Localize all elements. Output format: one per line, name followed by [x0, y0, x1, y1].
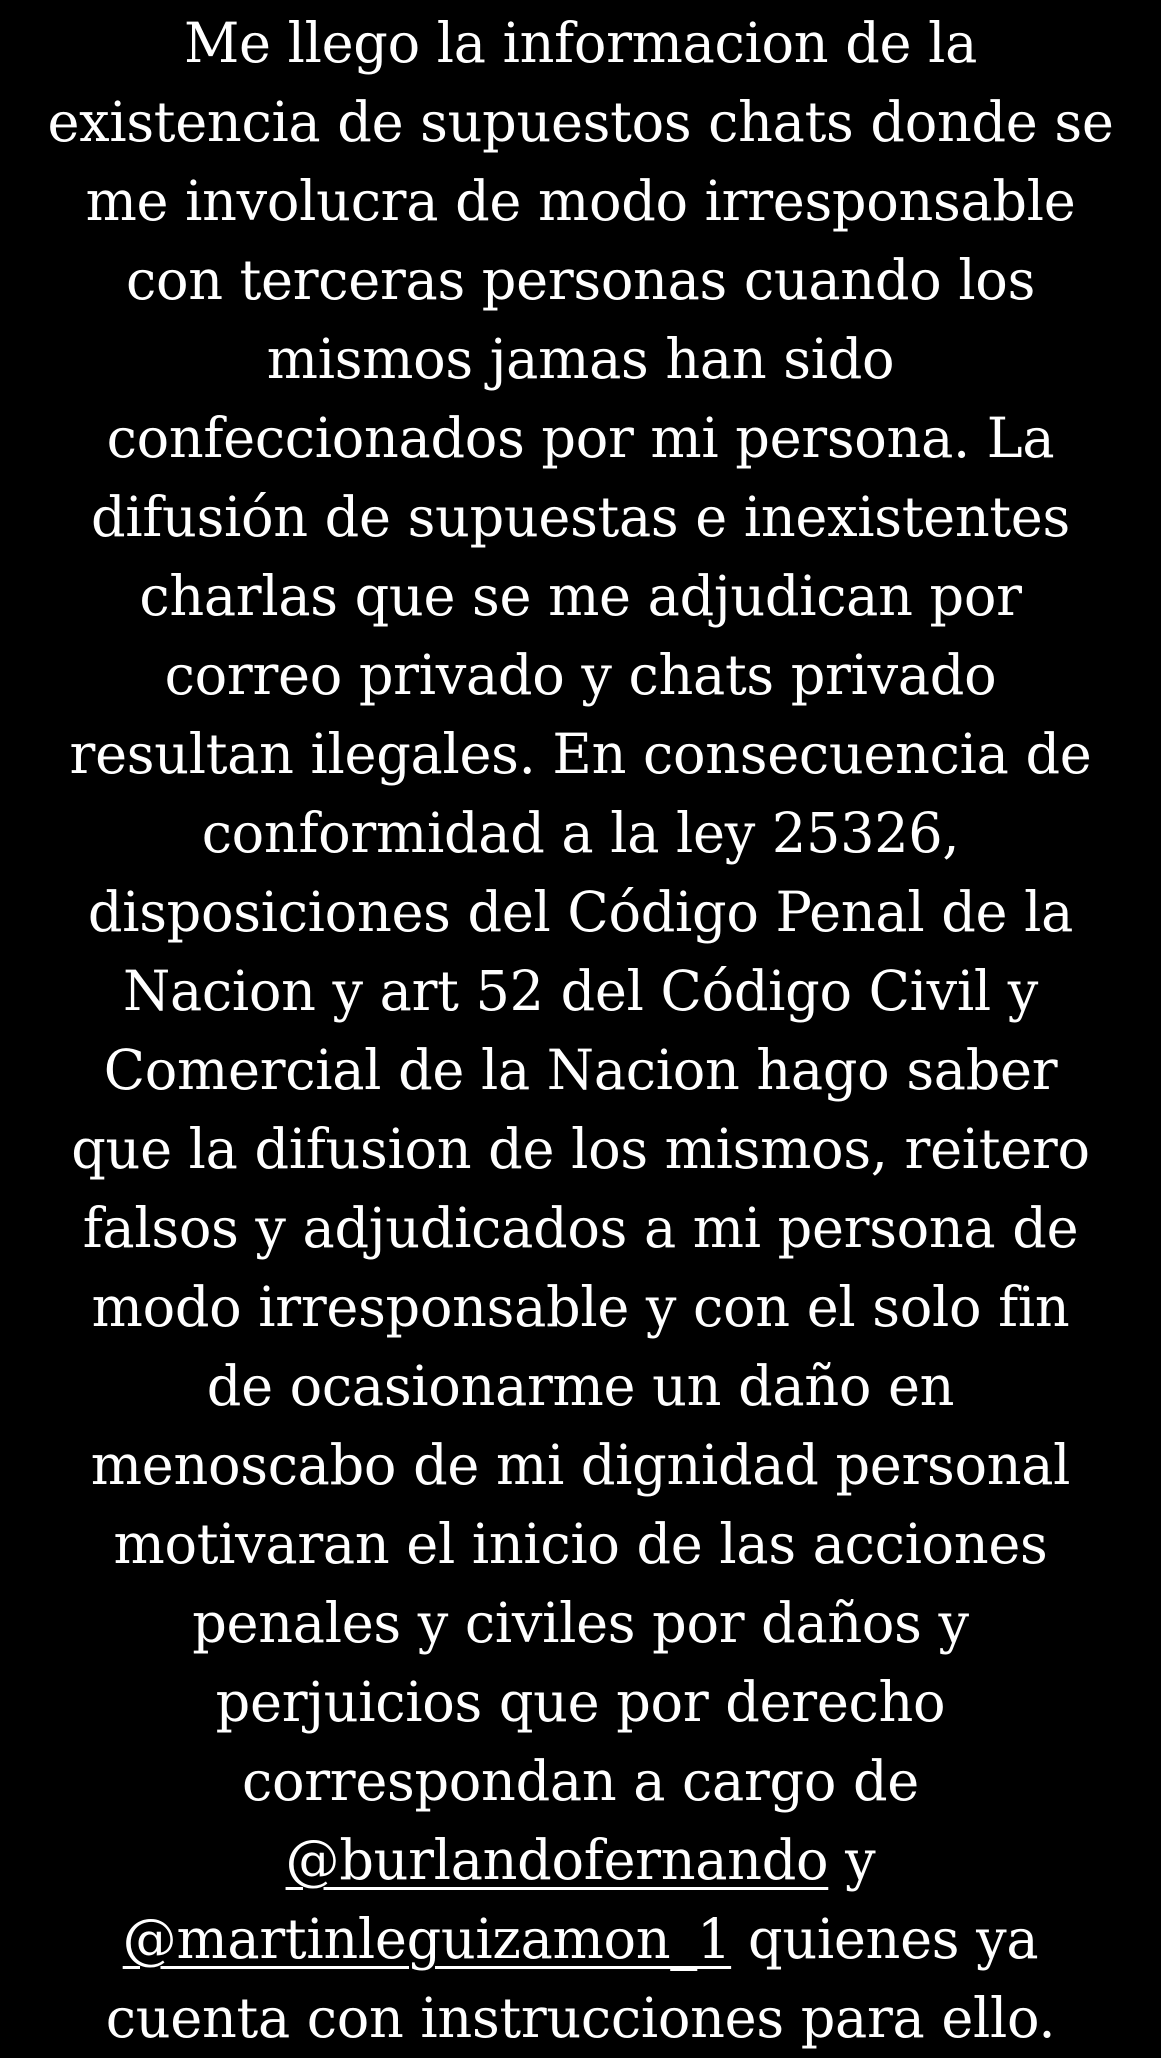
mention-line-2-suffix: quienes ya: [731, 1907, 1039, 1971]
story-line: me involucra de modo irresponsable: [85, 169, 1076, 233]
story-line: existencia de supuestos chats donde se: [47, 90, 1114, 154]
story-line: falsos y adjudicados a mi persona de: [82, 1196, 1079, 1260]
story-line: confeccionados por mi persona. La: [106, 406, 1055, 470]
story-line: Nacion y art 52 del Código Civil y: [122, 959, 1039, 1023]
mention-burlandofernando-link[interactable]: @burlandofernando: [285, 1828, 829, 1892]
story-line: correspondan a cargo de: [241, 1749, 920, 1813]
story-line: conformidad a la ley 25326,: [201, 801, 960, 865]
story-line: Comercial de la Nacion hago saber: [103, 1038, 1058, 1102]
story-text-block: [0, 4, 1161, 2058]
story-line: modo irresponsable y con el solo fin: [91, 1275, 1070, 1339]
mention-line-1: [10, 1821, 1151, 1900]
story-line: mismos jamas han sido: [266, 327, 895, 391]
story-line: de ocasionarme un daño en: [206, 1354, 955, 1418]
story-line: disposiciones del Código Penal de la: [87, 880, 1074, 944]
story-line: menoscabo de mi dignidad personal: [90, 1433, 1071, 1497]
story-line: difusión de supuestas e inexistentes: [91, 485, 1070, 549]
story-line: con terceras personas cuando los: [125, 248, 1036, 312]
mention-line-1-suffix: y: [828, 1828, 876, 1892]
story-line: perjuicios que por derecho: [215, 1670, 946, 1734]
mention-line-2: [10, 1900, 1151, 1979]
story-line: charlas que se me adjudican por: [139, 564, 1022, 628]
mention-martinleguizamon-link[interactable]: @martinleguizamon_1: [122, 1907, 732, 1971]
story-line: motivaran el inicio de las acciones: [113, 1512, 1048, 1576]
story-line: correo privado y chats privado: [164, 643, 997, 707]
story-line: Me llego la informacion de la: [183, 11, 978, 75]
story-line: que la difusion de los mismos, reitero: [71, 1117, 1090, 1181]
story-line: penales y civiles por daños y: [192, 1591, 969, 1655]
story-line: resultan ilegales. En consecuencia de: [69, 722, 1092, 786]
story-last-line: cuenta con instrucciones para ello.: [105, 1986, 1056, 2050]
